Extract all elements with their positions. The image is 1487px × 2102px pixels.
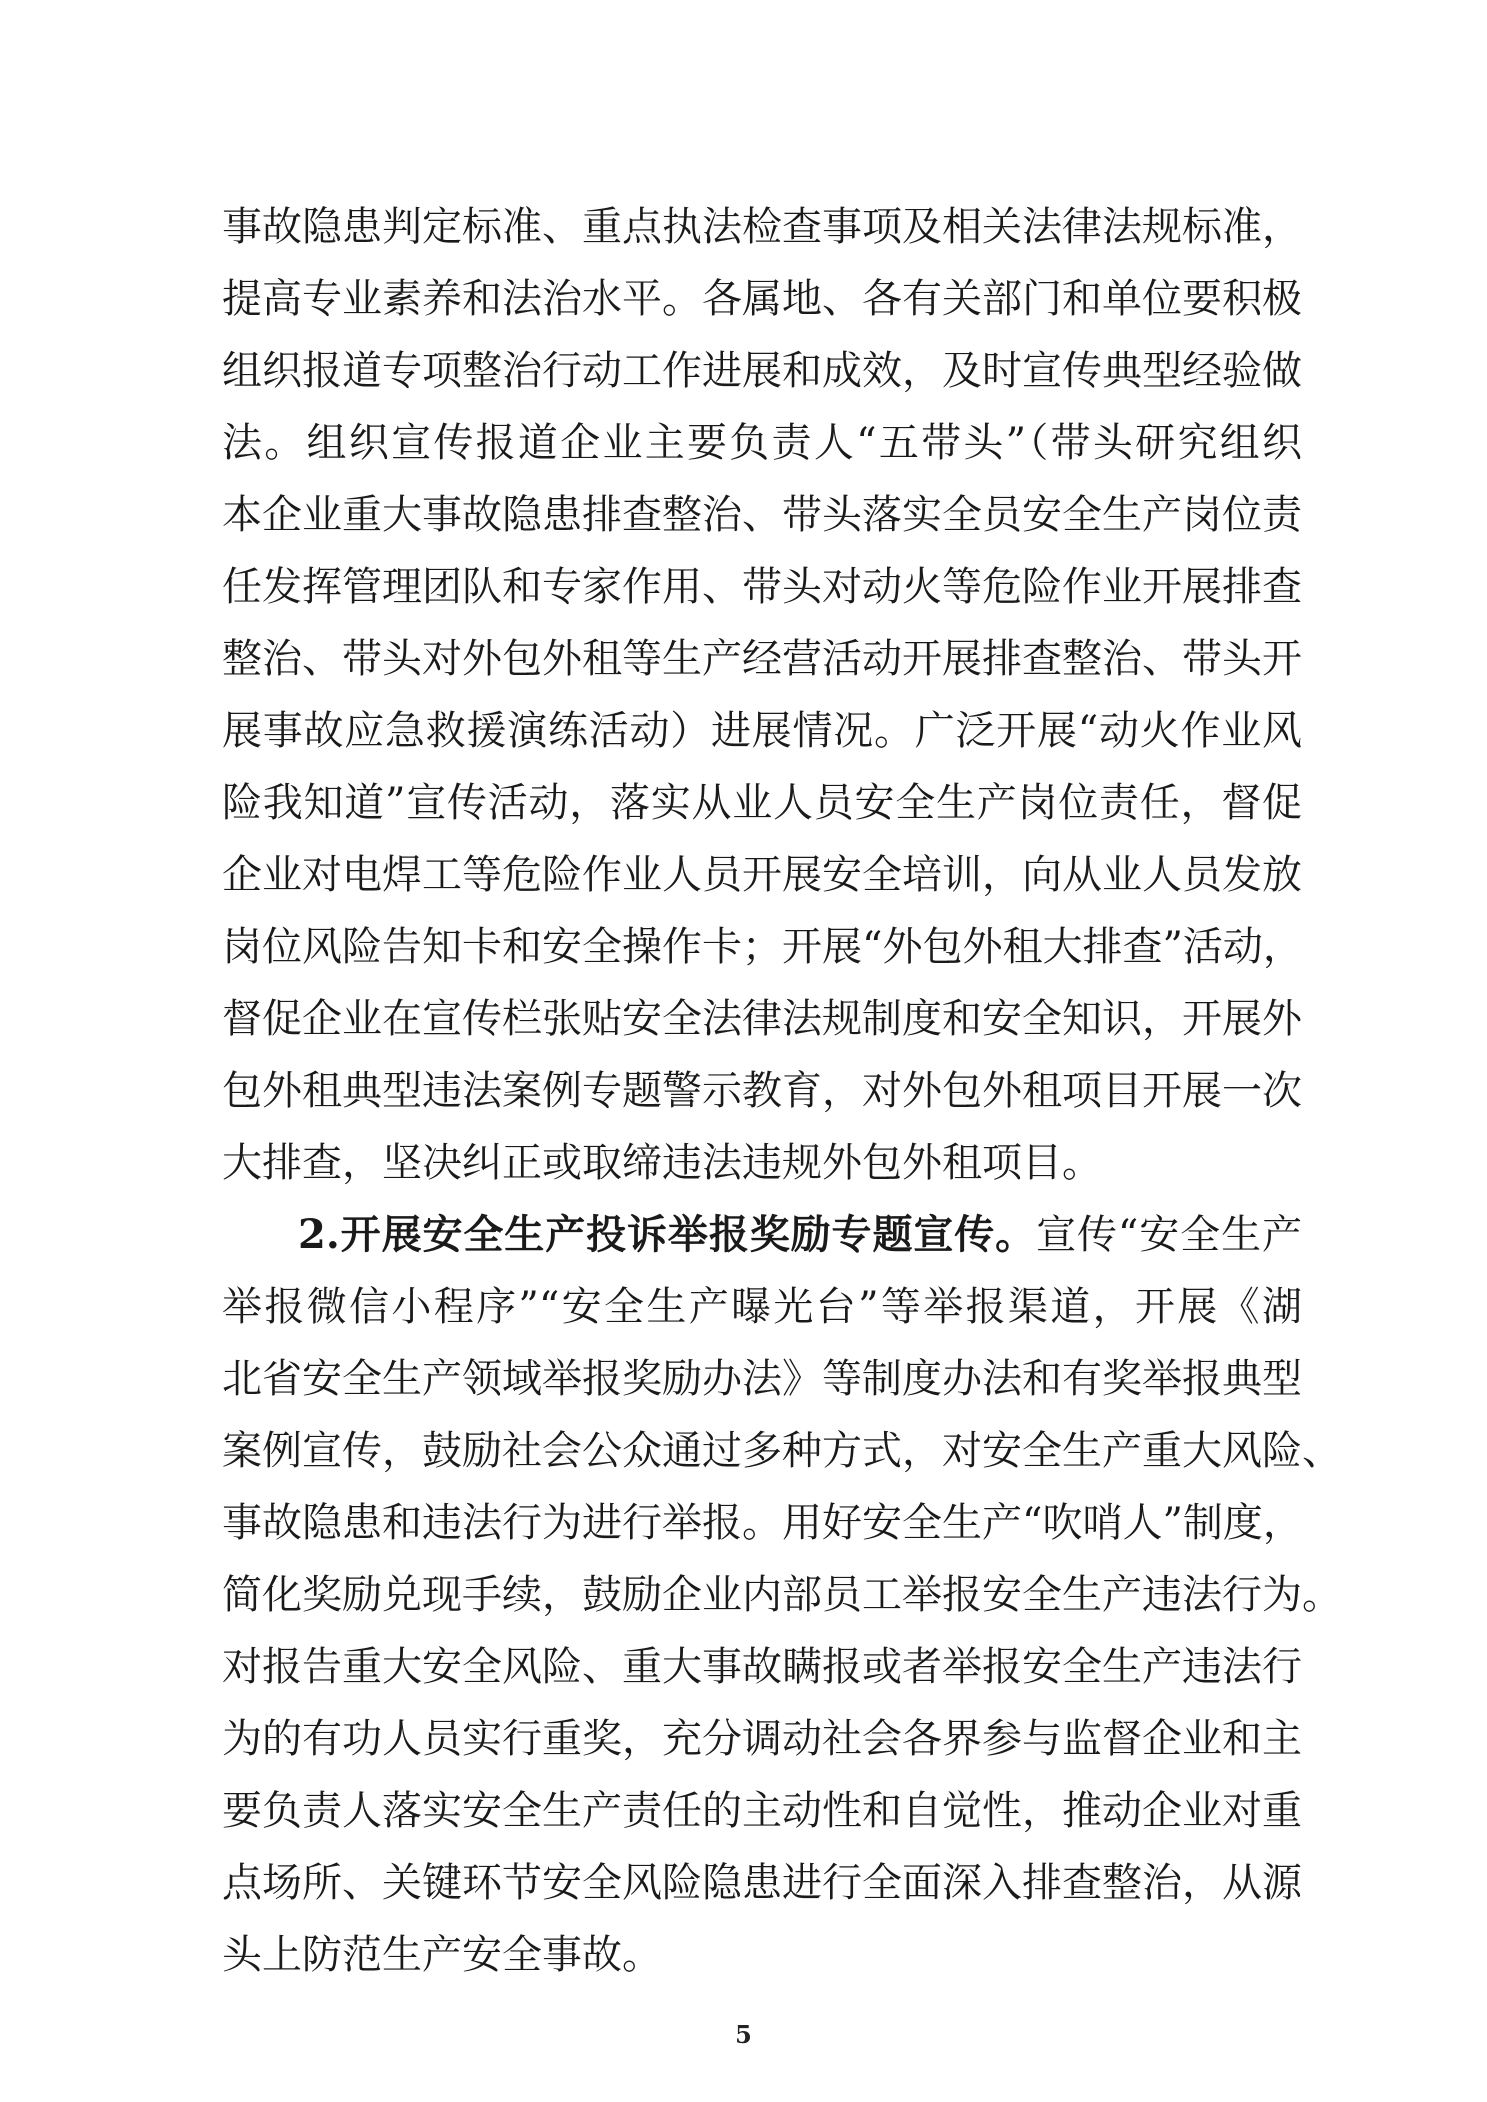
paragraph2-line-11: 头上防范生产安全事故。 [222, 1932, 662, 1978]
paragraph2-line-3: 北省安全生产领域举报奖励办法》等制度办法和有奖举报典型 [222, 1356, 1302, 1402]
paragraph2-line-9: 要负责人落实安全生产责任的主动性和自觉性，推动企业对重 [222, 1788, 1302, 1834]
paragraph2-line-8: 为的有功人员实行重奖，充分调动社会各界参与监督企业和主 [222, 1716, 1302, 1762]
section-heading: 2.开展安全生产投诉举报奖励专题宣传。 [298, 1211, 1037, 1258]
paragraph1-line-11: 岗位风险告知卡和安全操作卡；开展“外包外租大排查”活动， [222, 924, 1303, 970]
paragraph2-line-2: 举报微信小程序”“安全生产曝光台”等举报渠道，开展《湖 [222, 1284, 1302, 1330]
paragraph1-line-7: 整治、带头对外包外租等生产经营活动开展排查整治、带头开 [222, 636, 1302, 682]
paragraph1-line-13: 包外租典型违法案例专题警示教育，对外包外租项目开展一次 [222, 1068, 1302, 1114]
paragraph2-first-line [298, 1199, 1302, 1271]
paragraph1-line-9: 险我知道”宣传活动，落实从业人员安全生产岗位责任，督促 [222, 780, 1302, 826]
paragraph2-line-7: 对报告重大安全风险、重大事故瞒报或者举报安全生产违法行 [222, 1644, 1302, 1690]
paragraph1-line-10: 企业对电焊工等危险作业人员开展安全培训，向从业人员发放 [222, 852, 1302, 898]
paragraph1-line-8: 展事故应急救援演练活动）进展情况。广泛开展“动火作业风 [222, 708, 1302, 754]
paragraph2-line-5: 事故隐患和违法行为进行举报。用好安全生产“吹哨人”制度， [222, 1500, 1303, 1546]
paragraph1-line-14: 大排查，坚决纠正或取缔违法违规外包外租项目。 [222, 1140, 1102, 1186]
paragraph1-line-4: 法。组织宣传报道企业主要负责人“五带头”（带头研究组织 [222, 420, 1302, 466]
paragraph1-line-12: 督促企业在宣传栏张贴安全法律法规制度和安全知识，开展外 [222, 996, 1302, 1042]
paragraph2-first-line-text: 宣传“安全生产 [1036, 1212, 1302, 1258]
paragraph1-line-2: 提高专业素养和法治水平。各属地、各有关部门和单位要积极 [222, 276, 1302, 322]
paragraph1-line-5: 本企业重大事故隐患排查整治、带头落实全员安全生产岗位责 [222, 492, 1302, 538]
paragraph2-line-6: 简化奖励兑现手续，鼓励企业内部员工举报安全生产违法行为。 [222, 1572, 1342, 1618]
paragraph1-line-3: 组织报道专项整治行动工作进展和成效，及时宣传典型经验做 [222, 348, 1302, 394]
paragraph1-line-1: 事故隐患判定标准、重点执法检查事项及相关法律法规标准， [222, 204, 1302, 250]
page-number: 5 [735, 2020, 752, 2049]
paragraph1-line-6: 任发挥管理团队和专家作用、带头对动火等危险作业开展排查 [222, 564, 1302, 610]
paragraph2-line-4: 案例宣传，鼓励社会公众通过多种方式，对安全生产重大风险、 [222, 1428, 1342, 1474]
paragraph2-line-10: 点场所、关键环节安全风险隐患进行全面深入排查整治，从源 [222, 1860, 1302, 1906]
